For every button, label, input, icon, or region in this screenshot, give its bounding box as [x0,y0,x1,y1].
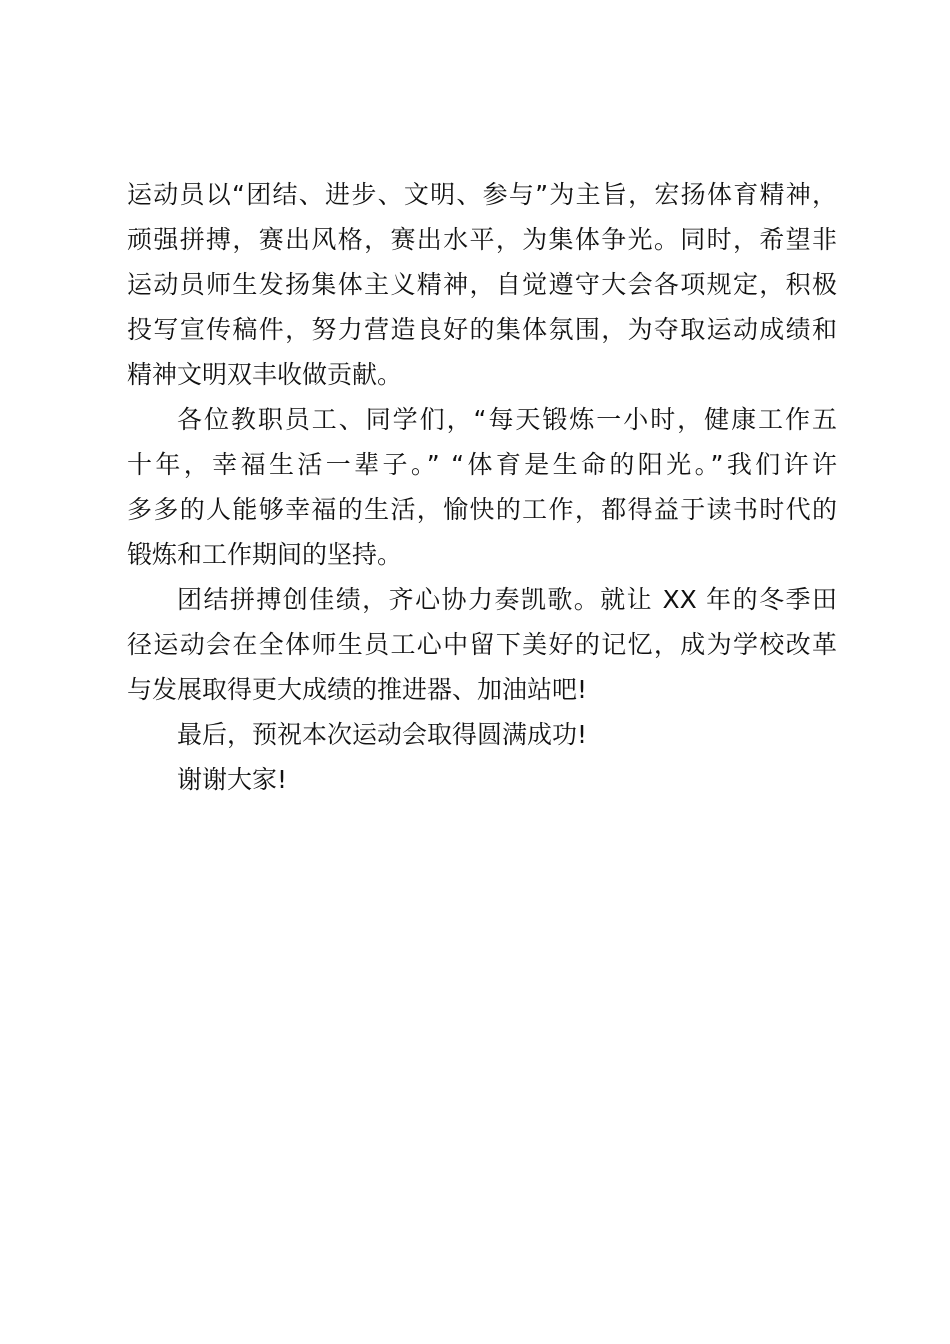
paragraph-line: 精神文明双丰收做贡献。 [127,360,403,389]
paragraph-line: 径运动会在全体师生员工心中留下美好的记忆，成为学校改革 [127,630,837,659]
paragraph-line: 运动员师生发扬集体主义精神，自觉遵守大会各项规定，积极 [127,270,837,299]
paragraph-2 [127,397,837,577]
paragraph-5 [127,757,837,802]
paragraph-line: 最后，预祝本次运动会取得圆满成功! [177,720,588,749]
paragraph-line: 各位教职员工、同学们，“每天锻炼一小时，健康工作五 [177,405,837,434]
paragraph-line: 锻炼和工作期间的坚持。 [127,540,403,569]
paragraph-1 [127,172,837,397]
paragraph-line: 投写宣传稿件，努力营造良好的集体氛围，为夺取运动成绩和 [127,315,837,344]
paragraph-line: 与发展取得更大成绩的推进器、加油站吧! [127,675,588,704]
paragraph-line: 十年，幸福生活一辈子。” “体育是生命的阳光。”我们许许 [127,450,837,479]
document-body [127,172,837,802]
paragraph-line: 运动员以“团结、进步、文明、参与”为主旨，宏扬体育精神， [127,180,837,209]
paragraph-line: 团结拼搏创佳绩，齐心协力奏凯歌。就让 XX 年的冬季田 [177,585,837,614]
paragraph-4 [127,712,837,757]
paragraph-3 [127,577,837,712]
paragraph-line: 多多的人能够幸福的生活，愉快的工作，都得益于读书时代的 [127,495,837,524]
paragraph-line: 顽强拼搏，赛出风格，赛出水平，为集体争光。同时，希望非 [127,225,837,254]
paragraph-line: 谢谢大家! [177,765,288,794]
